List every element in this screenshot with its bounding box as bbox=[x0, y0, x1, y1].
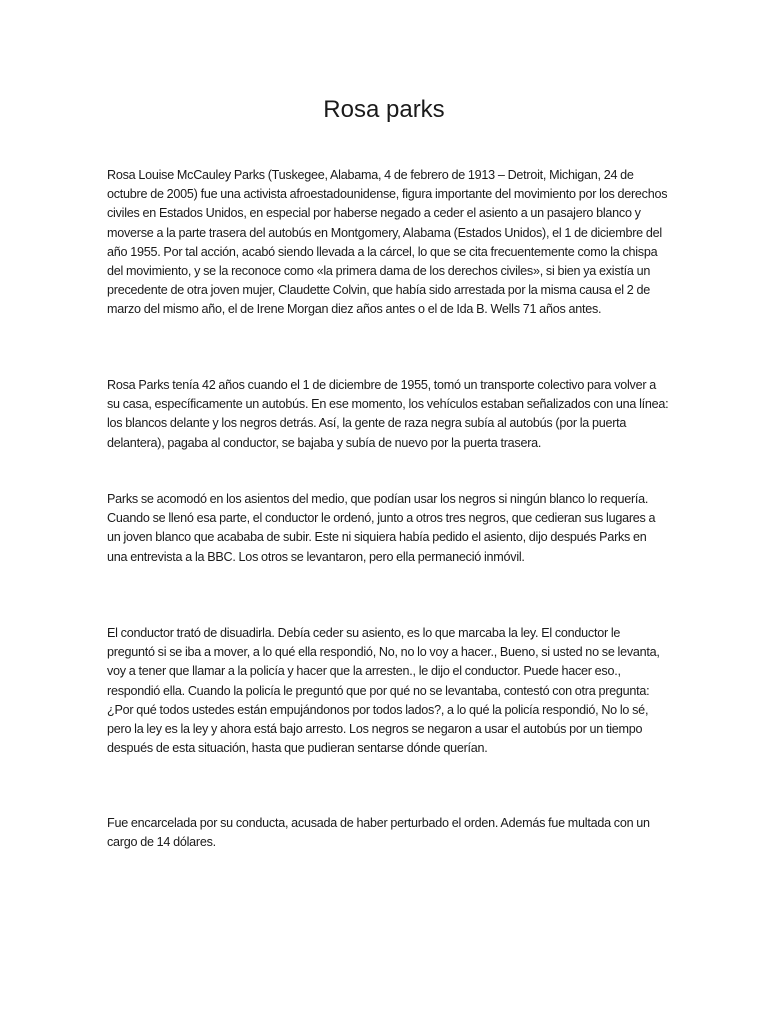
paragraph-seat-refusal: Parks se acomodó en los asientos del medio, que podían usar los negros si ningún blanco lo requería. Cuando se llenó esa parte, el conductor le ordenó, junto a otros tres negros, que cedieran sus lugares a un joven blanco que acababa de subir. Este ni siquiera había pedido el asiento, dijo después Parks en una entrevista a la BBC. Los otros se levantaron, pero ella permaneció inmóvil. bbox=[107, 492, 656, 564]
paragraph-bus-ride: Rosa Parks tenía 42 años cuando el 1 de diciembre de 1955, tomó un transporte colectivo para volver a su casa, específicamente un autobús. En ese momento, los vehículos estaban señalizados con una línea: los blancos delante y los negros detrás. Así, la gente de raza negra subía al autobús (por la puerta delantera), pagaba al conductor, se bajaba y subía de nuevo por la puerta trasera. bbox=[107, 378, 669, 450]
paragraph-arrest: El conductor trató de disuadirla. Debía ceder su asiento, es lo que marcaba la ley. El conductor le preguntó si se iba a mover, a lo qué ella respondió, No, no lo voy a hacer., Bueno, si usted no se levanta, voy a tener que llamar a la policía y hacer que la arresten., le dijo el conductor. Puede hacer eso., respondió ella. Cuando la policía le preguntó que por qué no se levantaba, contestó con otra pregunta: ¿Por qué todos ustedes están empujándonos por todos lados?, a lo qué la policía respondió, No lo sé, pero la ley es la ley y ahora está bajo arresto. Los negros se negaron a usar el autobús por un tiempo después de esta situación, hasta que pudieran sentarse dónde querían. bbox=[107, 626, 660, 756]
paragraph-intro: Rosa Louise McCauley Parks (Tuskegee, Alabama, 4 de febrero de 1913 – Detroit, Michigan, 24 de octubre de 2005) fue una activista afroestadounidense, figura importante del movimiento por los derechos civiles en Estados Unidos, en especial por haberse negado a ceder el asiento a un pasajero blanco y moverse a la parte trasera del autobús en Montgomery, Alabama (Estados Unidos), el 1 de diciembre del año 1955. Por tal acción, acabó siendo llevada a la cárcel, lo que se cita frecuentemente como la chispa del movimiento, y se la reconoce como «la primera dama de los derechos civiles», si bien ya existía un precedente de otra joven mujer, Claudette Colvin, que había sido arrestada por la misma causa el 2 de marzo del mismo año, el de Irene Morgan diez años antes o el de Ida B. Wells 71 años antes. bbox=[107, 168, 668, 317]
page-title: Rosa parks bbox=[323, 96, 445, 123]
paragraph-fine: Fue encarcelada por su conducta, acusada de haber perturbado el orden. Además fue multada con un cargo de 14 dólares. bbox=[107, 816, 650, 850]
